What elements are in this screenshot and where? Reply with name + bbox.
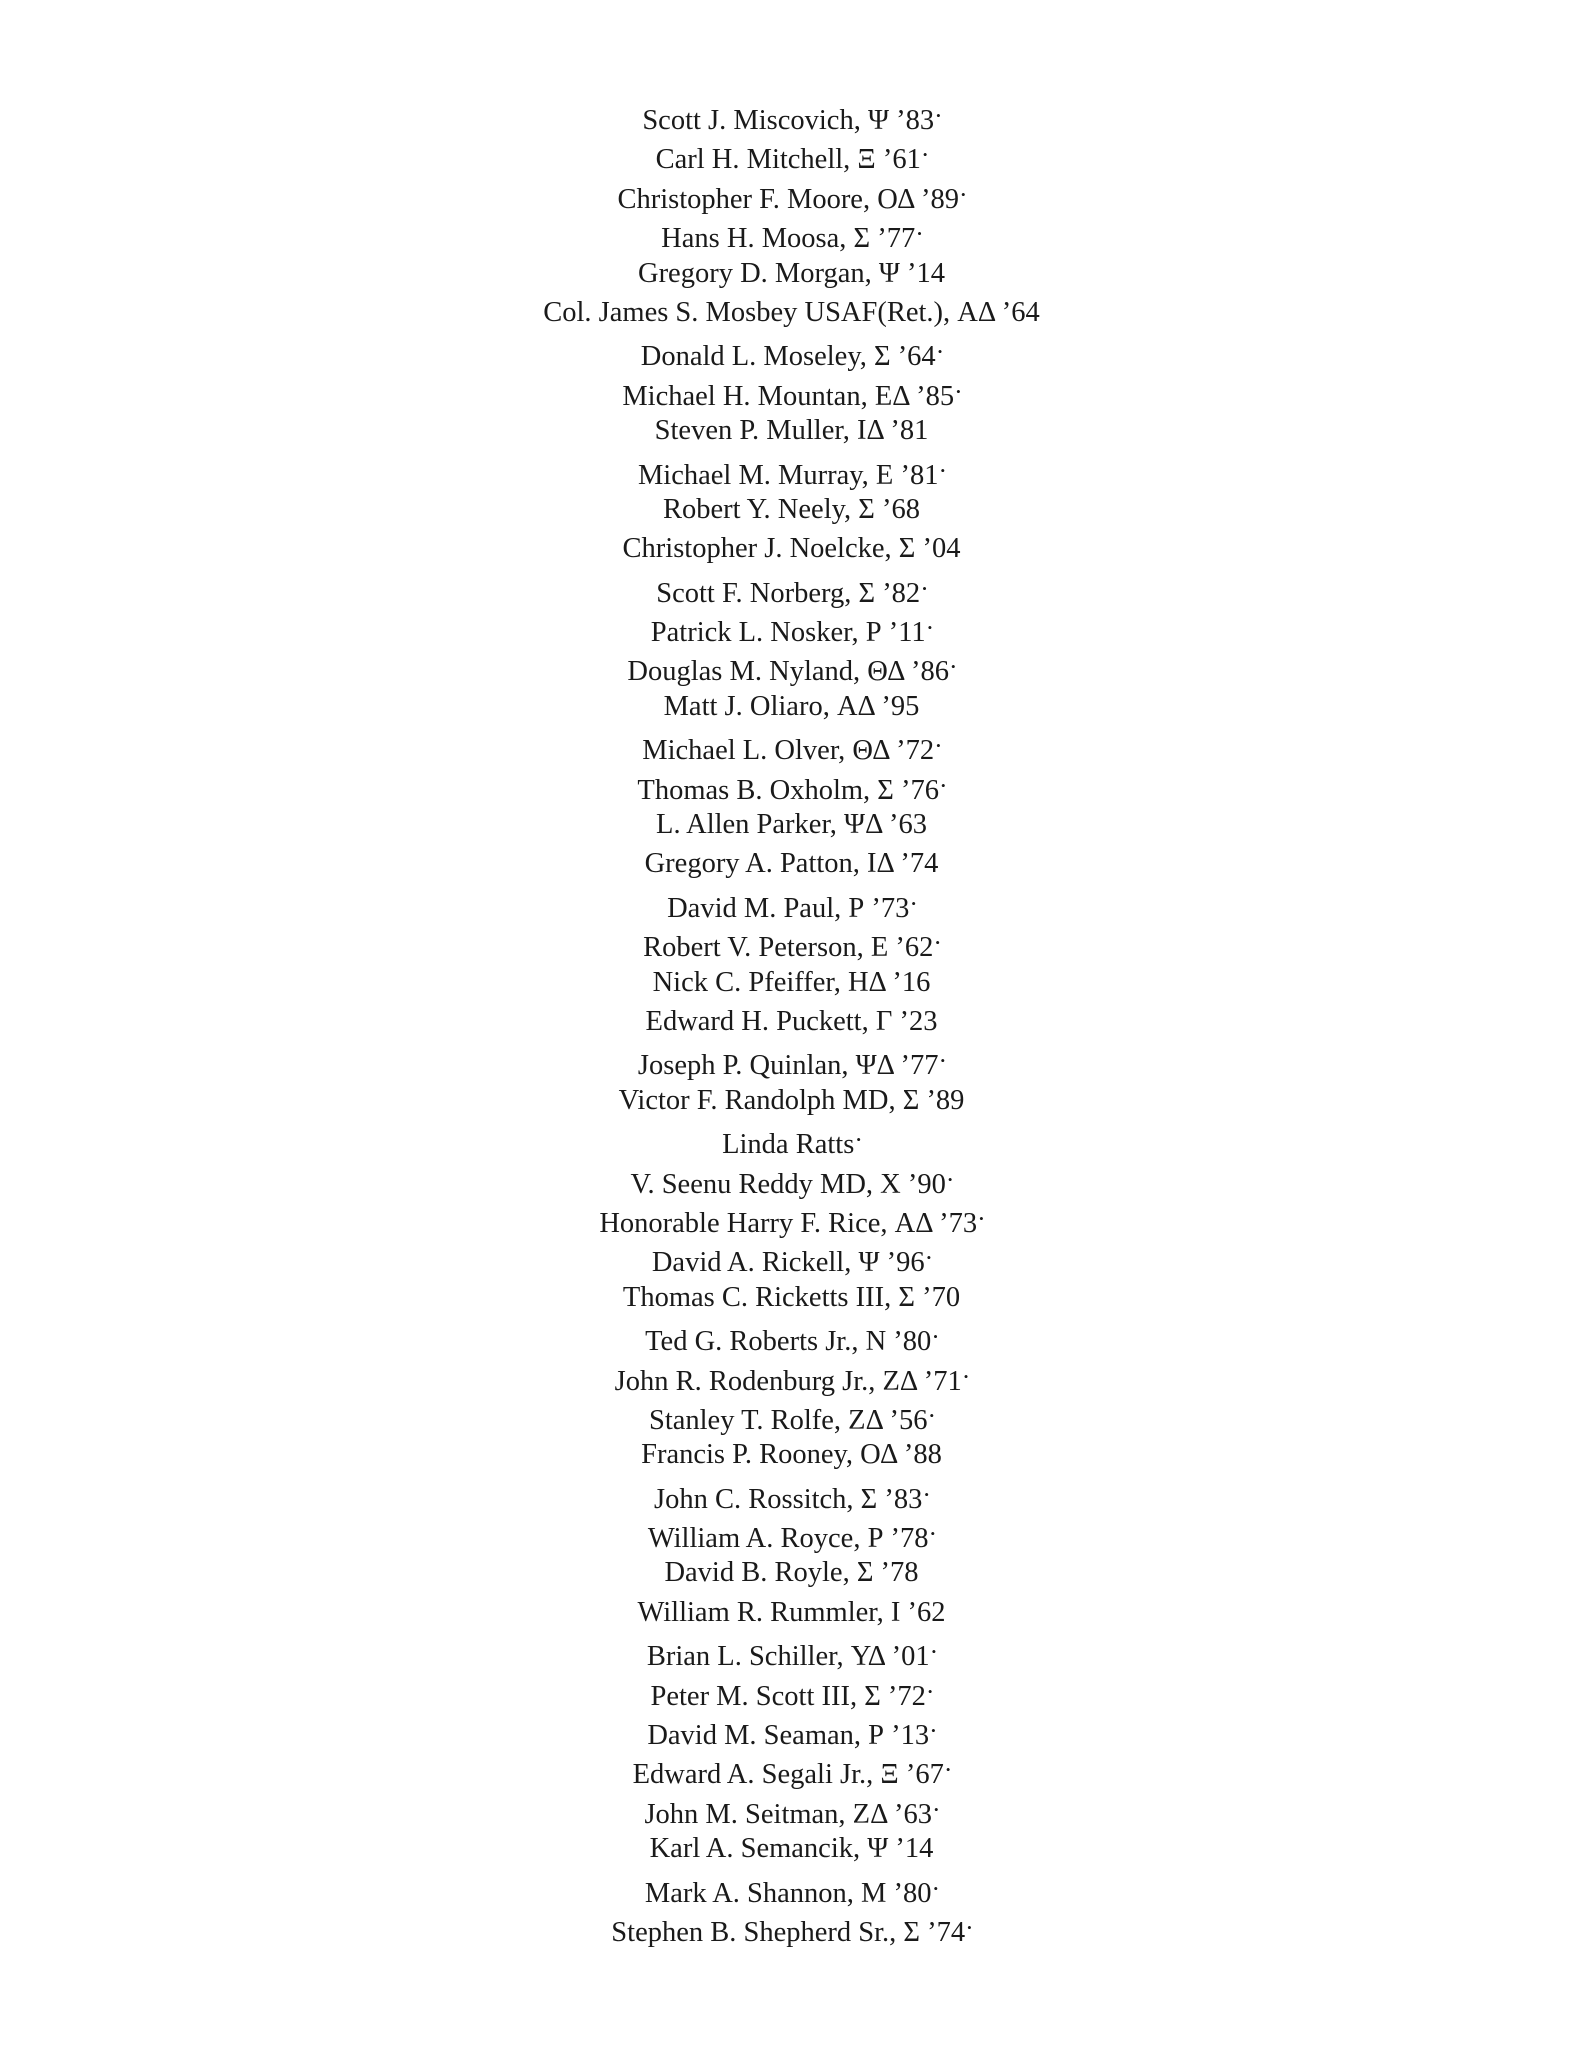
list-item xyxy=(0,1750,1583,1789)
list-item xyxy=(0,1199,1583,1238)
entry-name: John M. Seitman, ΖΔ ’63 xyxy=(644,1798,932,1830)
bullet-mark-icon: • xyxy=(941,777,946,793)
entry-name: Scott F. Norberg, Σ ’82 xyxy=(656,577,921,609)
list-item xyxy=(0,254,1583,293)
entry-name: L. Allen Parker, ΨΔ ’63 xyxy=(656,809,927,841)
list-item xyxy=(0,293,1583,332)
list-item xyxy=(0,1632,1583,1671)
list-item xyxy=(0,1002,1583,1041)
list-item xyxy=(0,1711,1583,1750)
bullet-mark-icon: • xyxy=(931,1723,936,1739)
bullet-mark-icon: • xyxy=(930,1526,936,1542)
list-item xyxy=(0,135,1583,174)
bullet-mark-icon: • xyxy=(940,462,946,478)
list-item xyxy=(0,726,1583,765)
entry-name: John R. Rodenburg Jr., ΖΔ ’71 xyxy=(614,1365,962,1397)
list-item xyxy=(0,569,1583,608)
list-item xyxy=(0,844,1583,883)
bullet-mark-icon: • xyxy=(940,1053,946,1069)
list-item xyxy=(0,1790,1583,1829)
bullet-mark-icon: • xyxy=(933,1329,938,1345)
entry-name: Francis P. Rooney, ΟΔ ’88 xyxy=(641,1439,942,1471)
entry-name: Christopher J. Noelcke, Σ ’04 xyxy=(622,533,961,565)
entry-name: William A. Royce, Ρ ’78 xyxy=(647,1523,929,1555)
bullet-mark-icon: • xyxy=(963,1368,969,1384)
list-item xyxy=(0,1908,1583,1947)
entry-name: David B. Royle, Σ ’78 xyxy=(664,1557,919,1589)
bullet-mark-icon: • xyxy=(967,1919,972,1935)
entry-name: William R. Rummler, Ι ’62 xyxy=(637,1596,946,1628)
list-item xyxy=(0,923,1583,962)
bullet-mark-icon: • xyxy=(979,1210,984,1226)
bullet-mark-icon: • xyxy=(924,1486,929,1502)
entry-name: Victor F. Randolph MD, Σ ’89 xyxy=(618,1084,965,1116)
entry-name: David M. Paul, Ρ ’73 xyxy=(667,892,910,924)
list-item xyxy=(0,1475,1583,1514)
entry-name: Thomas C. Ricketts III, Σ ’70 xyxy=(622,1281,961,1313)
entry-name: Steven P. Muller, ΙΔ ’81 xyxy=(654,415,929,447)
donor-name-list xyxy=(0,96,1583,1947)
list-item xyxy=(0,411,1583,450)
entry-name: Joseph P. Quinlan, ΨΔ ’77 xyxy=(637,1050,939,1082)
bullet-mark-icon: • xyxy=(951,659,956,675)
entry-name: Ted G. Roberts Jr., Ν ’80 xyxy=(645,1326,932,1358)
bullet-mark-icon: • xyxy=(936,108,941,123)
entry-name: David M. Seaman, Ρ ’13 xyxy=(647,1720,930,1752)
entry-name: Thomas B. Oxholm, Σ ’76 xyxy=(637,774,939,806)
list-item xyxy=(0,1435,1583,1474)
list-item xyxy=(0,529,1583,568)
list-item xyxy=(0,1514,1583,1553)
list-item xyxy=(0,608,1583,647)
list-item xyxy=(0,1593,1583,1632)
bullet-mark-icon: • xyxy=(936,738,941,754)
bullet-mark-icon: • xyxy=(922,147,928,163)
entry-name: Gregory D. Morgan, Ψ ’14 xyxy=(637,257,946,289)
bullet-mark-icon: • xyxy=(929,1407,935,1423)
entry-name: Nick C. Pfeiffer, ΗΔ ’16 xyxy=(652,966,931,998)
entry-name: Robert V. Peterson, Ε ’62 xyxy=(643,932,934,964)
entry-name: Michael M. Murray, Ε ’81 xyxy=(637,459,939,491)
bullet-mark-icon: • xyxy=(956,383,961,399)
entry-name: Stanley T. Rolfe, ΖΔ ’56 xyxy=(648,1404,928,1436)
bullet-mark-icon: • xyxy=(933,1880,939,1896)
entry-name: Robert Y. Neely, Σ ’68 xyxy=(663,493,920,525)
entry-name: Col. James S. Mosbey USAF(Ret.), ΑΔ ’64 xyxy=(543,296,1040,328)
list-item xyxy=(0,451,1583,490)
entry-name: Christopher F. Moore, ΟΔ ’89 xyxy=(617,183,959,215)
entry-name: Mark A. Shannon, Μ ’80 xyxy=(644,1877,932,1909)
entry-name: Douglas M. Nyland, ΘΔ ’86 xyxy=(627,656,950,688)
entry-name: Gregory A. Patton, ΙΔ ’74 xyxy=(644,848,939,880)
bullet-mark-icon: • xyxy=(935,935,940,951)
list-item xyxy=(0,175,1583,214)
list-item xyxy=(0,96,1583,135)
bullet-mark-icon: • xyxy=(960,186,966,202)
entry-name: Edward H. Puckett, Γ ’23 xyxy=(645,1005,938,1037)
list-item xyxy=(0,1160,1583,1199)
bullet-mark-icon: • xyxy=(856,1132,861,1148)
bullet-mark-icon: • xyxy=(926,1250,932,1266)
list-item xyxy=(0,1120,1583,1159)
entry-name: Peter M. Scott III, Σ ’72 xyxy=(650,1680,926,1712)
list-item xyxy=(0,1238,1583,1277)
bullet-mark-icon: • xyxy=(933,1801,939,1817)
entry-name: Carl H. Mitchell, Ξ ’61 xyxy=(655,144,921,176)
list-item xyxy=(0,1278,1583,1317)
entry-name: Michael L. Olver, ΘΔ ’72 xyxy=(642,735,935,767)
list-item xyxy=(0,1869,1583,1908)
bullet-mark-icon: • xyxy=(911,895,916,911)
list-item xyxy=(0,1553,1583,1592)
list-item xyxy=(0,805,1583,844)
entry-name: V. Seenu Reddy MD, Χ ’90 xyxy=(630,1168,946,1200)
bullet-mark-icon: • xyxy=(927,620,933,636)
list-item xyxy=(0,490,1583,529)
entry-name: Stephen B. Shepherd Sr., Σ ’74 xyxy=(611,1916,966,1948)
entry-name: Patrick L. Nosker, Ρ ’11 xyxy=(650,617,926,649)
entry-name: Hans H. Moosa, Σ ’77 xyxy=(661,223,916,255)
list-item xyxy=(0,687,1583,726)
entry-name: John C. Rossitch, Σ ’83 xyxy=(654,1483,923,1515)
list-item xyxy=(0,1081,1583,1120)
list-item xyxy=(0,332,1583,371)
list-item xyxy=(0,1357,1583,1396)
entry-name: David A. Rickell, Ψ ’96 xyxy=(651,1247,925,1279)
list-item xyxy=(0,884,1583,923)
entry-name: Honorable Harry F. Rice, ΑΔ ’73 xyxy=(599,1207,978,1239)
bullet-mark-icon: • xyxy=(931,1644,937,1660)
list-item xyxy=(0,372,1583,411)
list-item xyxy=(0,1829,1583,1868)
list-item xyxy=(0,963,1583,1002)
entry-name: Linda Ratts xyxy=(722,1129,855,1161)
entry-name: Donald L. Moseley, Σ ’64 xyxy=(640,341,936,373)
list-item xyxy=(0,1317,1583,1356)
entry-name: Karl A. Semancik, Ψ ’14 xyxy=(649,1833,934,1865)
bullet-mark-icon: • xyxy=(937,344,943,360)
list-item xyxy=(0,214,1583,253)
entry-name: Edward A. Segali Jr., Ξ ’67 xyxy=(632,1759,944,1791)
list-item xyxy=(0,1041,1583,1080)
bullet-mark-icon: • xyxy=(947,1171,953,1187)
bullet-mark-icon: • xyxy=(945,1762,951,1778)
list-item xyxy=(0,1396,1583,1435)
bullet-mark-icon: • xyxy=(927,1683,933,1699)
entry-name: Matt J. Oliaro, ΑΔ ’95 xyxy=(663,690,920,722)
bullet-mark-icon: • xyxy=(922,580,927,596)
list-item xyxy=(0,766,1583,805)
entry-name: Michael H. Mountan, ΕΔ ’85 xyxy=(622,380,955,412)
bullet-mark-icon: • xyxy=(917,226,922,242)
list-item xyxy=(0,647,1583,686)
entry-name: Scott J. Miscovich, Ψ ’83 xyxy=(642,105,935,136)
entry-name: Brian L. Schiller, ΥΔ ’01 xyxy=(646,1641,930,1673)
list-item xyxy=(0,1672,1583,1711)
